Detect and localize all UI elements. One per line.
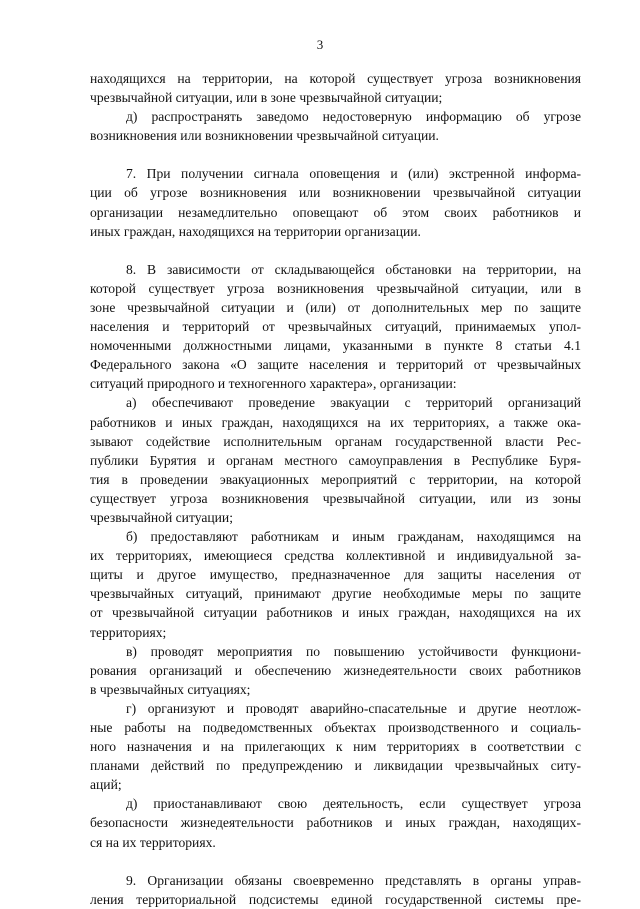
text-line: 7. При получении сигнала оповещения и (или) экстренной информа- bbox=[126, 166, 581, 182]
text-line: чрезвычайной ситуации; bbox=[90, 509, 233, 525]
text-line: б) предоставляют работникам и иным гражданам, находящимся на bbox=[126, 529, 581, 545]
text-line: иных граждан, находящихся на территории организации. bbox=[90, 223, 421, 239]
text-line: публики Бурятия и органам местного самоуправления в Республике Буря- bbox=[90, 452, 581, 468]
paragraph-8-item-b bbox=[90, 527, 581, 642]
paragraph-gap bbox=[90, 241, 581, 260]
paragraph-8-item-v bbox=[90, 642, 581, 699]
text-line: 8. В зависимости от складывающейся обстановки на территории, на bbox=[126, 261, 581, 277]
text-line: зывают содействие исполнительным органам государственной власти Рес- bbox=[90, 433, 581, 449]
text-line: которой существует угроза возникновения чрезвычайной ситуации, или в bbox=[90, 280, 581, 296]
text-line: Федерального закона «О защите населения и территорий от чрезвычайных bbox=[90, 357, 581, 373]
text-line: населения и территорий от чрезвычайных ситуаций, принимаемых упол- bbox=[90, 319, 581, 335]
text-line: зоне чрезвычайной ситуации и (или) от дополнительных мер по защите bbox=[90, 299, 581, 315]
text-line: возникновения или возникновении чрезвычайной ситуации. bbox=[90, 128, 439, 144]
text-line: безопасности жизнедеятельности работников и иных граждан, находящих- bbox=[90, 815, 581, 831]
text-line: находящихся на территории, на которой существует угроза возникновения bbox=[90, 71, 581, 86]
text-line: д) распространять заведомо недостоверную информацию об угрозе bbox=[126, 109, 581, 125]
paragraph-item-d bbox=[90, 107, 581, 145]
paragraph-continuation bbox=[90, 69, 581, 107]
text-line: чрезвычайной ситуации, или в зоне чрезвычайной ситуации; bbox=[90, 90, 443, 106]
text-line: ные работы на подведомственных объектах производственного и социаль- bbox=[90, 720, 581, 735]
paragraph-gap bbox=[90, 145, 581, 164]
text-line: организации незамедлительно оповещают об этом своих работников и bbox=[90, 204, 581, 220]
text-line: в чрезвычайных ситуациях; bbox=[90, 681, 251, 697]
text-line: территориях; bbox=[90, 624, 167, 640]
page-number: 3 bbox=[316, 37, 324, 52]
text-line: работников и иных граждан, находящихся на их территориях, а также ока- bbox=[90, 414, 581, 430]
paragraph-9 bbox=[90, 871, 581, 909]
text-line: от чрезвычайной ситуации работников и иных граждан, находящихся на их bbox=[90, 605, 581, 621]
text-line: д) приостанавливают свою деятельность, если существует угроза bbox=[126, 796, 581, 812]
text-line: 9. Организации обязаны своевременно представлять в органы управ- bbox=[126, 872, 581, 888]
paragraph-8-item-g bbox=[90, 699, 581, 794]
text-line: тия в проведении эвакуационных мероприятий с территории, на которой bbox=[90, 471, 581, 487]
paragraph-8-item-d bbox=[90, 794, 581, 851]
text-line: г) организуют и проводят аварийно-спасательные и другие неотлож- bbox=[126, 700, 581, 716]
text-line: номоченными должностными лицами, указанными в пункте 8 статьи 4.1 bbox=[90, 338, 581, 354]
text-line: ного назначения и на прилегающих к ним территориях в соответствии с bbox=[90, 739, 581, 755]
text-line: ситуаций природного и техногенного характера», организации: bbox=[90, 376, 457, 392]
paragraph-7 bbox=[90, 164, 581, 240]
document-body bbox=[90, 69, 581, 909]
text-line: щиты и другое имущество, предназначенное для защиты населения от bbox=[90, 567, 581, 583]
text-line: в) проводят мероприятия по повышению устойчивости функциони- bbox=[126, 643, 581, 659]
text-line: существует угроза возникновения чрезвычайной ситуации, или из зоны bbox=[90, 490, 581, 506]
text-line: ся на их территориях. bbox=[90, 834, 216, 850]
text-line: чрезвычайных ситуаций, принимают другие необходимые меры по защите bbox=[90, 586, 581, 602]
text-line: их территориях, имеющиеся средства коллективной и индивидуальной за- bbox=[90, 548, 581, 564]
text-line: планами действий по предупреждению и ликвидации чрезвычайных ситу- bbox=[90, 758, 581, 774]
text-line: рования организаций и обеспечению жизнедеятельности своих работников bbox=[90, 662, 581, 678]
paragraph-8-item-a bbox=[90, 393, 581, 527]
text-line: аций; bbox=[90, 777, 122, 793]
text-line: ции об угрозе возникновения или возникновении чрезвычайной ситуации bbox=[90, 185, 581, 201]
text-line: ления территориальной подсистемы единой государственной системы пре- bbox=[90, 891, 581, 907]
text-line: а) обеспечивают проведение эвакуации с территорий организаций bbox=[126, 395, 581, 411]
paragraph-gap bbox=[90, 852, 581, 871]
paragraph-8 bbox=[90, 260, 581, 394]
